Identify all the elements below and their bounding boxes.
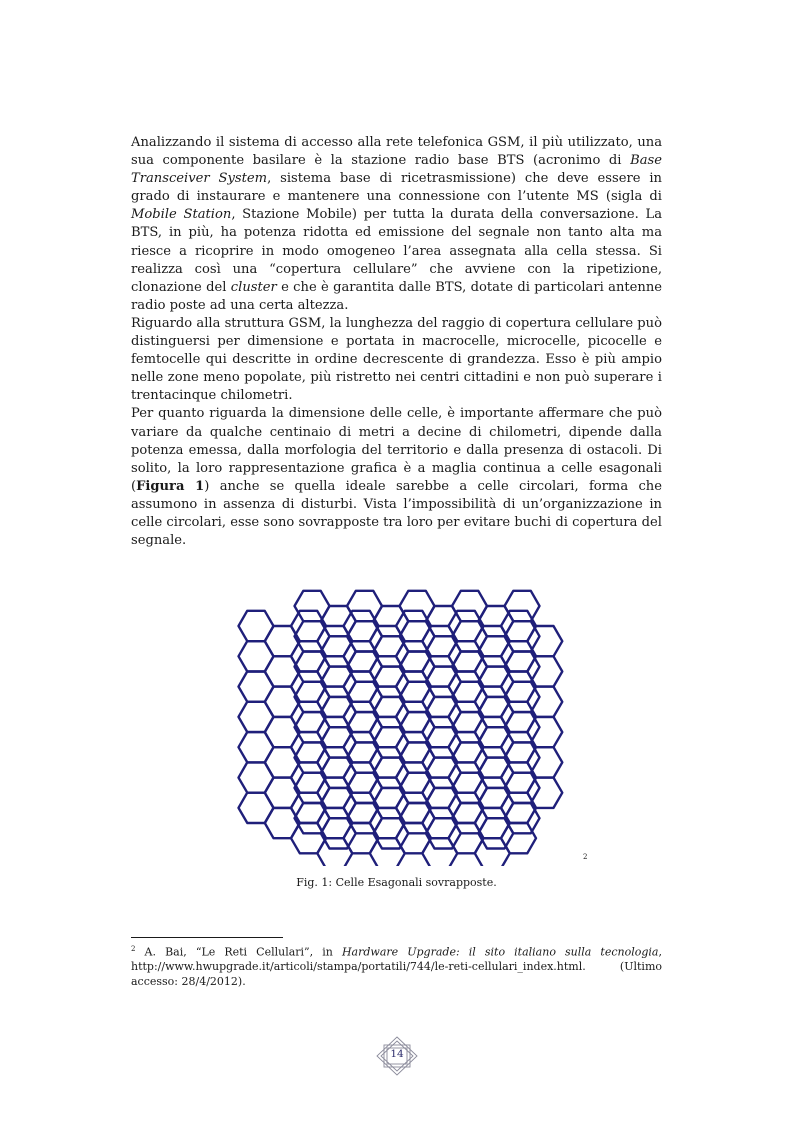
paragraph-3: [131, 405, 662, 550]
footnote-text-b: , http://www.hwupgrade.it/articoli/stampa/portatili/744/le-reti-cellulari_index.html. (Ultimo accesso: 28/4/2012).: [131, 945, 662, 988]
hex-cell: [505, 591, 540, 621]
hex-cell: [527, 656, 562, 686]
p1-text-c: , Stazione Mobile) per tutta la durata della conversazione. La BTS, in più, ha potenza ridotta ed emissione del segnale non tanto alta ma riesce a ricoprire in modo omogeneo l’area assegnata alla cella stessa. Si realizza così una “copertura cellulare” che avviene con la ripetizione, clonazione del: [131, 207, 662, 295]
paragraph-2: Riguardo alla struttura GSM, la lunghezza del raggio di copertura cellulare può distinguersi per dimensione e portata in macrocelle, microcelle, picocelle e femtocelle qui descritte in ordine decrescente di grandezza. Esso è più ampio nelle zone meno popolate, più ristretto nei centri cittadini e non può superare i trentacinque chilometri.: [131, 315, 662, 404]
hexagonal-cells-figure: [226, 574, 566, 866]
p1-text-d: e che è garantita dalle BTS, dotate di particolari antenne radio poste ad una certa altezza.: [131, 279, 662, 313]
hex-cell: [505, 803, 540, 833]
footnote-source: Hardware Upgrade: il sito italiano sulla tecnologia: [341, 945, 659, 959]
p1-cluster-term: cluster: [230, 279, 277, 295]
hex-cell: [505, 712, 540, 742]
hex-cell: [527, 747, 562, 777]
hex-cell: [527, 687, 562, 717]
figure-caption: Fig. 1: Celle Esagonali sovrapposte.: [296, 876, 497, 889]
paragraph-1: [131, 134, 662, 315]
hex-cell: [505, 652, 540, 682]
p3-text-b: ) anche se quella ideale sarebbe a celle circolari, forma che assumono in assenza di disturbi. Vista l’impossibilità di un’organizzazione in celle circolari, esse sono sovrapposte tra loro per evitare buchi di copertura del segnale.: [131, 478, 662, 549]
footnote-marker: 2: [131, 945, 136, 953]
figure-reference: Figura 1: [136, 478, 205, 494]
hex-cell: [505, 682, 540, 712]
hex-cell: [505, 773, 540, 803]
p3-text-a: Per quanto riguarda la dimensione delle celle, è importante affermare che può variare da qualche centinaio di metri a decine di chilometri, dipende dalla potenza emessa, dalla morfologia del territorio e dalla presenza di ostacoli. Di solito, la loro rappresentazione grafica è a maglia continua a celle esagonali (: [131, 406, 662, 494]
hex-cell: [501, 823, 536, 853]
body-text: [131, 134, 662, 550]
footnote-text-a: A. Bai, “Le Reti Cellulari”, in: [135, 945, 342, 959]
p1-ms-term: Mobile Station: [131, 207, 232, 223]
p1-text-b: , sistema base di ricetrasmissione) che deve essere in grado di instaurare e mantenere una connessione con l’utente MS (sigla di: [131, 171, 662, 205]
hex-cell: [505, 621, 540, 651]
hex-cell: [505, 742, 540, 772]
footnote: [131, 942, 662, 989]
page-number: 14: [390, 1048, 404, 1060]
figure-footnote-ref: 2: [583, 853, 588, 861]
hex-cell: [527, 626, 562, 656]
hex-cell: [527, 717, 562, 747]
p1-bts-term: Base Transceiver System: [131, 153, 662, 187]
footnote-divider: [131, 937, 283, 938]
hex-cell: [527, 778, 562, 808]
p1-text-a: Analizzando il sistema di accesso alla rete telefonica GSM, il più utilizzato, una sua componente basilare è la stazione radio base BTS (acronimo di: [131, 135, 662, 169]
hex-grid: [239, 591, 563, 866]
